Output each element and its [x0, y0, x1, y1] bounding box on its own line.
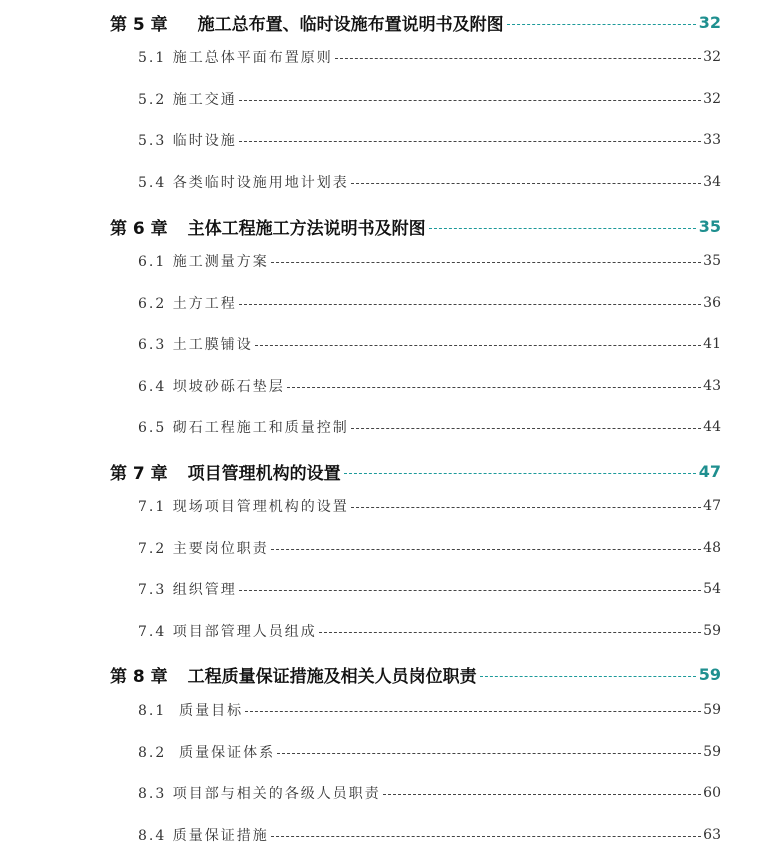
dot-leader — [335, 58, 701, 59]
dot-leader — [480, 676, 696, 677]
toc-section-5-4[interactable] — [138, 171, 721, 193]
dot-leader — [351, 507, 701, 508]
toc-section-7-2[interactable] — [138, 537, 721, 559]
page-number: 35 — [698, 216, 721, 236]
section-title: 6.4 坝坡砂砾石垫层 — [138, 379, 285, 395]
dot-leader — [239, 590, 701, 591]
toc-chapter-7[interactable] — [110, 458, 721, 484]
page-number: 63 — [703, 827, 721, 843]
dot-leader — [255, 345, 701, 346]
chapter-title: 主体工程施工方法说明书及附图 — [187, 218, 426, 239]
dot-leader — [429, 228, 696, 229]
dot-leader — [271, 836, 701, 837]
toc-section-8-1[interactable] — [138, 699, 721, 721]
chapter-title: 工程质量保证措施及相关人员岗位职责 — [187, 666, 477, 687]
page-number: 32 — [698, 12, 721, 32]
page-number: 47 — [698, 461, 721, 481]
page-number: 41 — [703, 336, 721, 352]
page-number: 48 — [703, 540, 721, 556]
dot-leader — [351, 428, 701, 429]
dot-leader — [319, 632, 701, 633]
toc-section-8-3[interactable] — [138, 782, 721, 804]
page-number: 60 — [703, 785, 721, 801]
page-number: 59 — [703, 623, 721, 639]
page-number: 43 — [703, 378, 721, 394]
page-number: 32 — [703, 91, 721, 107]
dot-leader — [271, 262, 701, 263]
dot-leader — [344, 473, 696, 474]
section-title: 8.3 项目部与相关的各级人员职责 — [138, 786, 381, 802]
page-number: 36 — [703, 295, 721, 311]
page-number: 32 — [703, 49, 721, 65]
section-title: 7.4 项目部管理人员组成 — [138, 624, 317, 640]
toc-section-6-3[interactable] — [138, 333, 721, 355]
toc-chapter-8[interactable] — [110, 661, 721, 687]
page-number: 59 — [698, 664, 721, 684]
section-title: 6.2 土方工程 — [138, 296, 237, 312]
page-number: 54 — [703, 581, 721, 597]
toc-section-7-1[interactable] — [138, 495, 721, 517]
page-number: 44 — [703, 419, 721, 435]
page-number: 34 — [703, 174, 721, 190]
section-title: 6.3 土工膜铺设 — [138, 337, 253, 353]
section-title: 8.2 质量保证体系 — [138, 745, 276, 761]
chapter-number: 第 7 章 — [110, 463, 168, 484]
toc-section-6-2[interactable] — [138, 292, 721, 314]
dot-leader — [271, 549, 701, 550]
chapter-number: 第 6 章 — [110, 218, 168, 239]
page-number: 35 — [703, 253, 721, 269]
section-title: 6.5 砌石工程施工和质量控制 — [138, 420, 349, 436]
section-title: 7.1 现场项目管理机构的设置 — [138, 499, 349, 515]
dot-leader — [351, 183, 701, 184]
toc-section-5-2[interactable] — [138, 88, 721, 110]
section-title: 5.3 临时设施 — [138, 133, 237, 149]
chapter-number: 第 8 章 — [110, 666, 168, 687]
section-title: 8.4 质量保证措施 — [138, 828, 269, 844]
chapter-title: 项目管理机构的设置 — [187, 463, 341, 484]
dot-leader — [383, 794, 701, 795]
toc-section-6-4[interactable] — [138, 375, 721, 397]
section-title: 7.2 主要岗位职责 — [138, 541, 269, 557]
dot-leader — [239, 304, 701, 305]
toc-chapter-6[interactable] — [110, 213, 721, 239]
dot-leader — [507, 24, 696, 25]
toc-section-7-3[interactable] — [138, 578, 721, 600]
dot-leader — [287, 387, 701, 388]
dot-leader — [245, 711, 701, 712]
section-title: 6.1 施工测量方案 — [138, 254, 269, 270]
dot-leader — [239, 100, 701, 101]
section-title: 8.1 质量目标 — [138, 703, 244, 719]
page-number: 33 — [703, 132, 721, 148]
page-number: 47 — [703, 498, 721, 514]
toc-chapter-5[interactable] — [110, 9, 721, 35]
page-number: 59 — [703, 744, 721, 760]
section-title: 5.4 各类临时设施用地计划表 — [138, 175, 349, 191]
dot-leader — [239, 141, 701, 142]
toc-section-6-5[interactable] — [138, 416, 721, 438]
page-number: 59 — [703, 702, 721, 718]
section-title: 5.1 施工总体平面布置原则 — [138, 50, 333, 66]
chapter-title: 施工总布置、临时设施布置说明书及附图 — [197, 14, 504, 35]
toc-section-7-4[interactable] — [138, 620, 721, 642]
section-title: 7.3 组织管理 — [138, 582, 237, 598]
toc-section-8-2[interactable] — [138, 741, 721, 763]
section-title: 5.2 施工交通 — [138, 92, 237, 108]
toc-section-5-3[interactable] — [138, 129, 721, 151]
toc-section-5-1[interactable] — [138, 46, 721, 68]
dot-leader — [277, 753, 701, 754]
toc-section-6-1[interactable] — [138, 250, 721, 272]
toc-section-8-4[interactable] — [138, 824, 721, 846]
chapter-number: 第 5 章 — [110, 14, 168, 35]
